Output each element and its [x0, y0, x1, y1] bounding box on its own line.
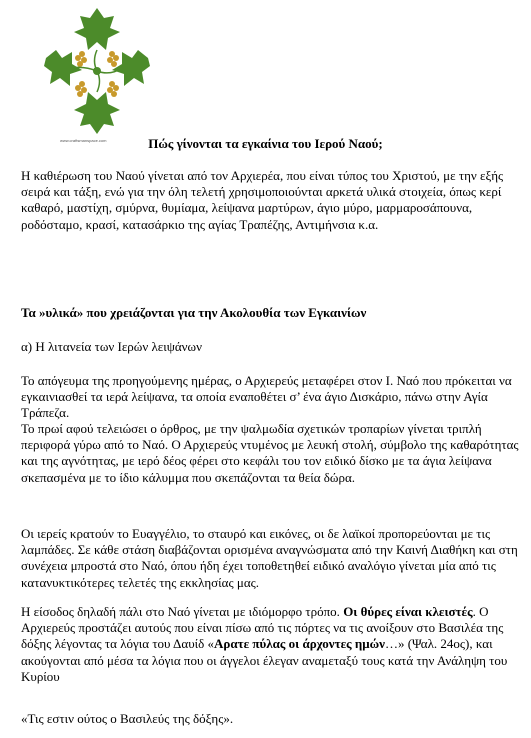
paragraph-3-text-a: Η είσοδος δηλαδή πάλι στο Ναό γίνεται με ιδιόμορφο τρόπο.	[21, 604, 344, 619]
section-heading: Τα »υλικά» που χρειάζονται για την Ακολουθία των Εγκαινίων	[21, 305, 367, 320]
subsection-heading: α) Η λιτανεία των Ιερών λειψάνων	[21, 339, 202, 354]
paragraph-1a: Το απόγευμα της προηγούμενης ημέρας, ο Αρχιερεύς μεταφέρει στον Ι. Ναό που πρόκειται να εγκαινιασθεί τα ιερά λείψανα, τα οποία εναποθέτει σ’ ένα άγιο Δισκάριο, πάνω στην Αγία Τράπεζα.	[21, 373, 512, 421]
paragraph-1b: Το πρωί αφού τελειώσει ο όρθρος, με την ψαλμωδία σχετικών τροπαρίων γίνεται τριπλή περιφορά γύρω από το Ναό. Ο Αρχιερεύς ντυμένος με λευκή στολή, σύμβολο της καθαρότητας και της αγνότητας, με ιερό δέος φέρει στο κεφάλι του τον ειδικό δίσκο με τα άγια λείψανα σκεπασμένα με το ίδιο κάλυμμα που σκεπάζονται τα θεία δώρα.	[21, 421, 519, 485]
paragraph-3-bold-d: Αρατε πύλας οι άρχοντες ημών	[214, 636, 385, 652]
paragraph-2: Οι ιερείς κρατούν το Ευαγγέλιο, το σταυρό και εικόνες, οι δε λαϊκοί προπορεύονται με τις λαμπάδες. Σε κάθε στάση διαβάζονται ορισμένα αναγνώσματα από την Καινή Διαθήκη και στη συνέχεια μπροστά στο Ναό, όπου ήδη έχει τοποθετηθεί ειδικό αναλόγιο γίνεται μία από τις κατανυκτικότερες τελετές της εκκλησίας μας.	[21, 526, 518, 590]
quote: «Τις εστιν ούτος ο Βασιλεύς της δόξης».	[21, 711, 234, 726]
intro-paragraph: Η καθιέρωση του Ναού γίνεται από τον Αρχιερέα, που είναι τύπος του Χριστού, με την εξής σειρά και τάξη, ενώ για την όλη τελετή χρησιμοποιούνται αρκετά υλικά στοιχεία, όπως κερί καθαρό, μαστίχη, σμύρνα, θυμίαμα, λείψανα μαρτύρων, άγιο μύρο, μαρμαροσάπουνα, ροδόσταμο, κρασί, κατασάρκιο της αγίας Τραπέζης, Αντιμήνσια κ.α.	[21, 168, 504, 232]
paragraph-3-text-c: . Ο Αρχιερεύς προστάζει αυτούς που είναι πίσω από τις πόρτες να τις ανοίξουν στο Βασιλέα της δόξης λέγοντας τα λόγια του Δαυίδ «	[21, 604, 504, 652]
grapevine-leaf-ornament-icon	[42, 6, 152, 136]
paragraph-3	[21, 604, 519, 685]
page-title: Πώς γίνονται τα εγκαίνια του Ιερού Ναού;	[148, 136, 383, 151]
paragraph-3-bold-a: Οι θύρες είναι κλειστές	[343, 604, 473, 619]
ornament-credit: www.craftsmanspace.com	[60, 138, 107, 143]
paragraph-3-text-e: …» (Ψαλ. 24ος), και ακούγονται από μέσα τα λόγια που οι άγγελοι έλεγαν αναμεταξύ τους κατά την Ανάληψη του Κυρίου	[21, 636, 508, 684]
